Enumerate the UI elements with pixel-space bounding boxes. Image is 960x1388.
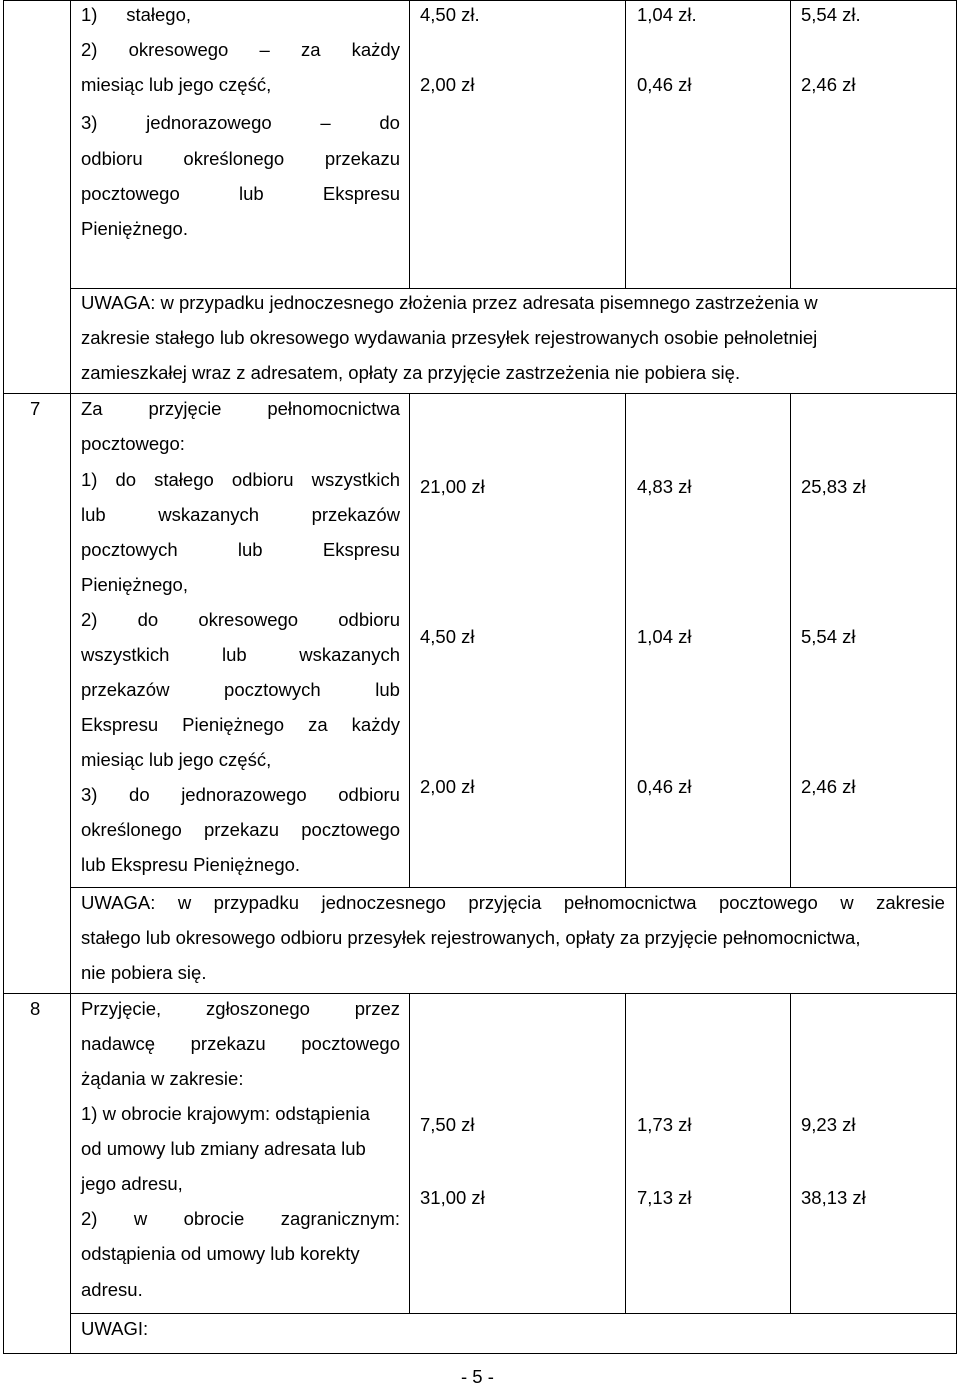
price-gross: 9,23 zł xyxy=(801,1114,856,1135)
price-net: 2,00 zł xyxy=(420,74,475,95)
price-gross: 25,83 zł xyxy=(801,476,866,497)
value-column-divider-3 xyxy=(790,0,791,288)
uwagi-divider xyxy=(70,1313,957,1314)
desc-line: Ekspresu Pieniężnego za każdy xyxy=(81,714,400,735)
desc-line: wszystkich lub wskazanych xyxy=(81,644,400,665)
desc-line: odstąpienia od umowy lub korekty xyxy=(81,1243,360,1264)
desc-line: Za przyjęcie pełnomocnictwa xyxy=(81,398,400,419)
desc-line: miesiąc lub jego część, xyxy=(81,74,272,95)
desc-line: jego adresu, xyxy=(81,1173,183,1194)
note-line: zamieszkałej wraz z adresatem, opłaty za przyjęcie zastrzeżenia nie pobiera się. xyxy=(81,362,741,383)
desc-line: 2) okresowego – za każdy xyxy=(81,39,400,60)
note-line: zakresie stałego lub okresowego wydawania przesyłek rejestrowanych osobie pełnoletniej xyxy=(81,327,818,348)
price-vat: 1,73 zł xyxy=(637,1114,692,1135)
value-column-divider-1 xyxy=(409,393,410,887)
desc-line: lub wskazanych przekazów xyxy=(81,504,400,525)
note-line: nie pobiera się. xyxy=(81,962,207,983)
note-divider-row7 xyxy=(70,887,957,888)
desc-line: adresu. xyxy=(81,1279,143,1300)
value-column-divider-1 xyxy=(409,0,410,288)
price-net: 4,50 zł. xyxy=(420,4,480,25)
desc-line: 1) w obrocie krajowym: odstąpienia xyxy=(81,1103,370,1124)
desc-line: pocztowego lub Ekspresu xyxy=(81,183,400,204)
value-column-divider-2 xyxy=(625,993,626,1313)
price-net: 31,00 zł xyxy=(420,1187,485,1208)
price-vat: 0,46 zł xyxy=(637,776,692,797)
price-gross: 38,13 zł xyxy=(801,1187,866,1208)
price-vat: 7,13 zł xyxy=(637,1187,692,1208)
price-gross: 5,54 zł. xyxy=(801,4,861,25)
price-net: 4,50 zł xyxy=(420,626,475,647)
desc-line: miesiąc lub jego część, xyxy=(81,749,272,770)
row-number: 8 xyxy=(30,998,41,1019)
value-column-divider-3 xyxy=(790,393,791,887)
desc-line: określonego przekazu pocztowego xyxy=(81,819,400,840)
price-vat: 1,04 zł xyxy=(637,626,692,647)
desc-line: Przyjęcie, zgłoszonego przez xyxy=(81,998,400,1019)
price-net: 7,50 zł xyxy=(420,1114,475,1135)
note-line: UWAGA: w przypadku jednoczesnego przyjęcia pełnomocnictwa pocztowego w zakresie xyxy=(81,892,945,913)
table-border-bottom xyxy=(3,1353,957,1354)
value-column-divider-2 xyxy=(625,393,626,887)
row-number: 7 xyxy=(30,398,41,419)
price-net: 21,00 zł xyxy=(420,476,485,497)
price-vat: 1,04 zł. xyxy=(637,4,697,25)
table-border-top xyxy=(3,0,957,1)
value-column-divider-2 xyxy=(625,0,626,288)
desc-line: Pieniężnego, xyxy=(81,574,188,595)
desc-line: przekazów pocztowych lub xyxy=(81,679,400,700)
desc-line: 3) do jednorazowego odbioru xyxy=(81,784,400,805)
note-line: UWAGA: w przypadku jednoczesnego złożenia przez adresata pisemnego zastrzeżenia w xyxy=(81,292,818,313)
price-gross: 2,46 zł xyxy=(801,776,856,797)
desc-line: nadawcę przekazu pocztowego xyxy=(81,1033,400,1054)
row7-divider xyxy=(3,393,957,394)
note-divider-top xyxy=(70,288,957,289)
uwagi-label: UWAGI: xyxy=(81,1318,149,1339)
number-column-divider xyxy=(70,0,71,1353)
desc-line: pocztowego: xyxy=(81,433,185,454)
desc-line: 3) jednorazowego – do xyxy=(81,112,400,133)
desc-line: pocztowych lub Ekspresu xyxy=(81,539,400,560)
desc-line: 1) do stałego odbioru wszystkich xyxy=(81,469,400,490)
desc-line: 1) stałego, xyxy=(81,4,191,25)
value-column-divider-3 xyxy=(790,993,791,1313)
desc-line: od umowy lub zmiany adresata lub xyxy=(81,1138,366,1159)
price-gross: 5,54 zł xyxy=(801,626,856,647)
desc-line: lub Ekspresu Pieniężnego. xyxy=(81,854,301,875)
note-line: stałego lub okresowego odbioru przesyłek rejestrowanych, opłaty za przyjęcie pełnomocnictwa, xyxy=(81,927,861,948)
desc-line: żądania w zakresie: xyxy=(81,1068,244,1089)
price-vat: 4,83 zł xyxy=(637,476,692,497)
price-vat: 0,46 zł xyxy=(637,74,692,95)
page-number: - 5 - xyxy=(461,1366,494,1387)
desc-line: odbioru określonego przekazu xyxy=(81,148,400,169)
desc-line: 2) do okresowego odbioru xyxy=(81,609,400,630)
table-border-left xyxy=(3,0,4,1353)
price-net: 2,00 zł xyxy=(420,776,475,797)
value-column-divider-1 xyxy=(409,993,410,1313)
table-border-right xyxy=(956,0,957,1353)
price-gross: 2,46 zł xyxy=(801,74,856,95)
desc-line: Pieniężnego. xyxy=(81,218,188,239)
desc-line: 2) w obrocie zagranicznym: xyxy=(81,1208,400,1229)
row8-divider xyxy=(3,993,957,994)
